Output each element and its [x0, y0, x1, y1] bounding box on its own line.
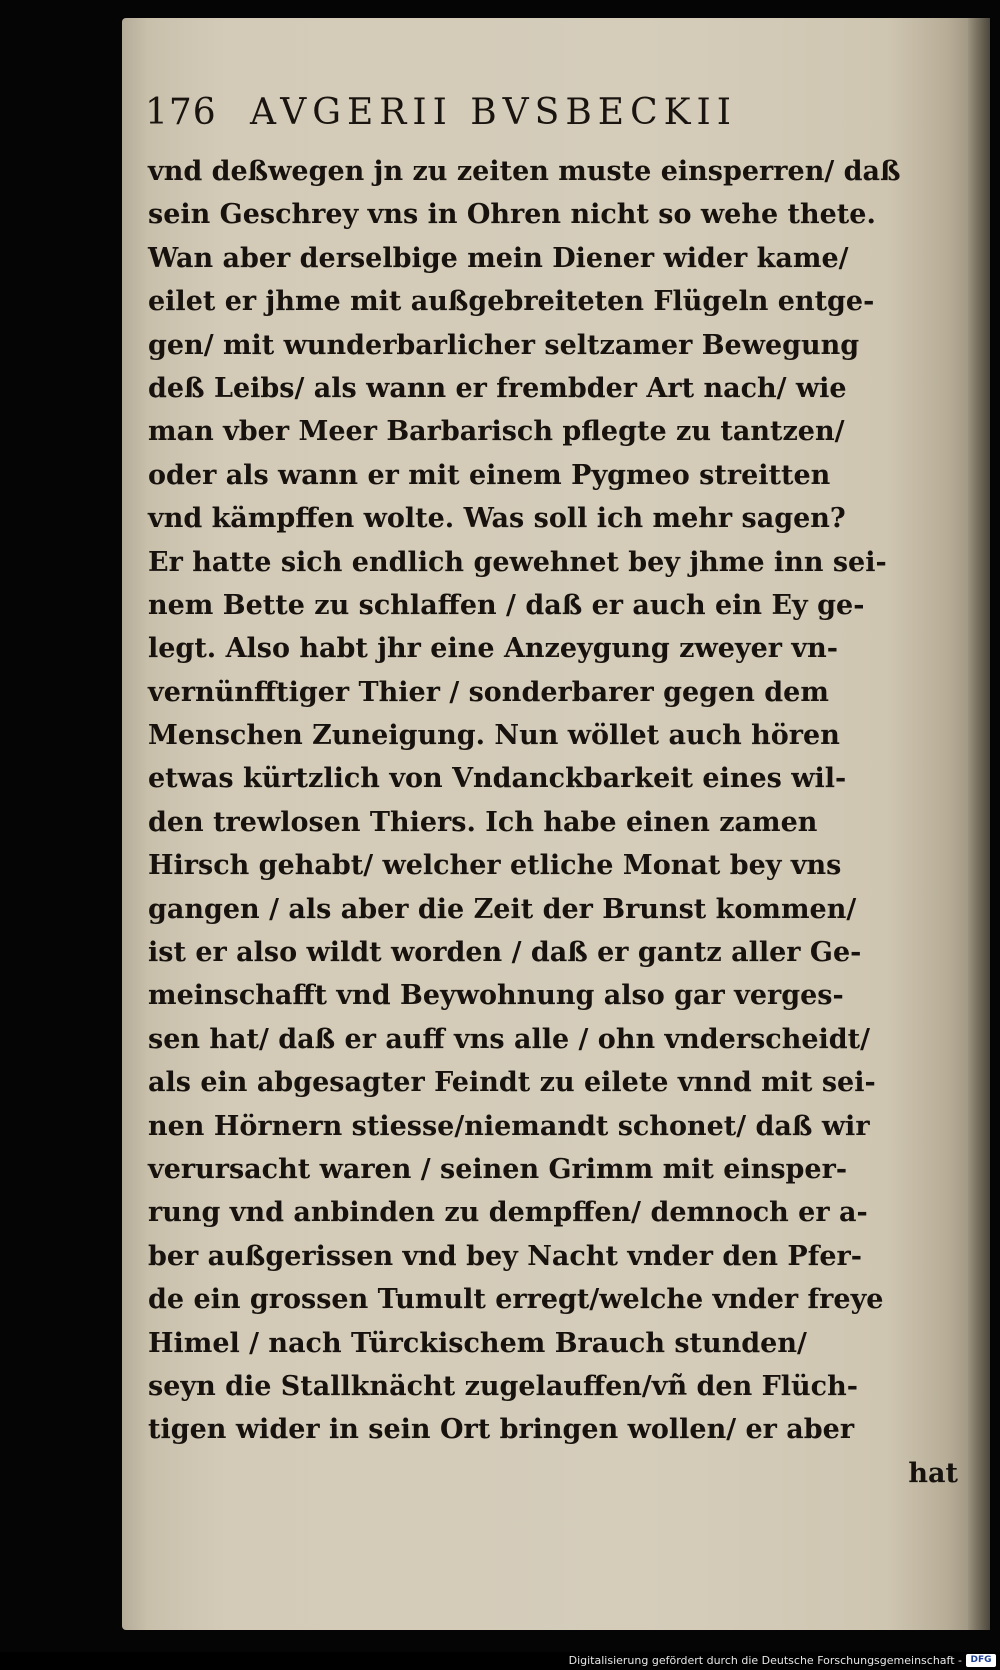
text-line: als ein abgesagter Feindt zu eilete vnnd mit sei- [148, 1067, 876, 1099]
text-line: etwas kürtzlich von Vndanckbarkeit eines wil- [148, 763, 847, 795]
text-line: nem Bette zu schlaffen / daß er auch ein Ey ge- [148, 589, 865, 621]
footer-bar [0, 1652, 1000, 1670]
body-text [148, 150, 968, 1495]
text-line: tigen wider in sein Ort bringen wollen/ er aber [148, 1414, 855, 1446]
text-line: verursacht waren / seinen Grimm mit einsper- [148, 1153, 848, 1185]
dfg-logo: DFG [966, 1654, 996, 1667]
running-head: AVGERII BVSBECKII [250, 92, 737, 133]
text-line: hat [908, 1457, 958, 1489]
text-line: Menschen Zuneigung. Nun wöllet auch hören [148, 720, 840, 752]
text-line: seyn die Stallknächt zugelauffen/vñ den Flüch- [148, 1370, 858, 1402]
funding-credit: Digitalisierung gefördert durch die Deutsche Forschungsgemeinschaft - [568, 1654, 962, 1667]
text-line: de ein grossen Tumult erregt/welche vnder freye [148, 1284, 884, 1316]
text-line: oder als wann er mit einem Pygmeo streitten [148, 459, 831, 491]
page-header [145, 92, 965, 142]
text-line: ber außgerissen vnd bey Nacht vnder den Pfer- [148, 1240, 862, 1272]
text-line: Himel / nach Türckischem Brauch stunden/ [148, 1327, 807, 1359]
page-number: 176 [145, 92, 217, 133]
text-line: sein Geschrey vns in Ohren nicht so wehe thete. [148, 199, 876, 231]
text-line: gangen / als aber die Zeit der Brunst kommen/ [148, 893, 857, 925]
text-line: Hirsch gehabt/ welcher etliche Monat bey vns [148, 850, 842, 882]
text-line: legt. Also habt jhr eine Anzeygung zweyer vn- [148, 633, 838, 665]
text-line: vnd kämpffen wolte. Was soll ich mehr sagen? [148, 503, 846, 535]
text-line: nen Hörnern stiesse/niemandt schonet/ daß wir [148, 1110, 870, 1142]
text-line: gen/ mit wunderbarlicher seltzamer Bewegung [148, 329, 860, 361]
text-line: meinschafft vnd Beywohnung also gar verges- [148, 980, 844, 1012]
text-line: sen hat/ daß er auff vns alle / ohn vnderscheidt/ [148, 1023, 870, 1055]
page-edge-shadow [968, 18, 990, 1630]
text-line: eilet er jhme mit außgebreiteten Flügeln entge- [148, 286, 875, 318]
text-line: vernünfftiger Thier / sonderbarer gegen dem [148, 676, 829, 708]
text-line: ist er also wildt worden / daß er gantz aller Ge- [148, 937, 862, 969]
text-line: Er hatte sich endlich gewehnet bey jhme inn sei- [148, 546, 887, 578]
text-line: den trewlosen Thiers. Ich habe einen zamen [148, 806, 818, 838]
text-line: Wan aber derselbige mein Diener wider kame/ [148, 242, 849, 274]
text-line: vnd deßwegen jn zu zeiten muste einsperren/ daß [148, 156, 901, 187]
text-line: man vber Meer Barbarisch pflegte zu tantzen/ [148, 416, 845, 448]
text-line: deß Leibs/ als wann er frembder Art nach/ wie [148, 372, 847, 404]
text-line: rung vnd anbinden zu dempffen/ demnoch er a- [148, 1197, 868, 1229]
